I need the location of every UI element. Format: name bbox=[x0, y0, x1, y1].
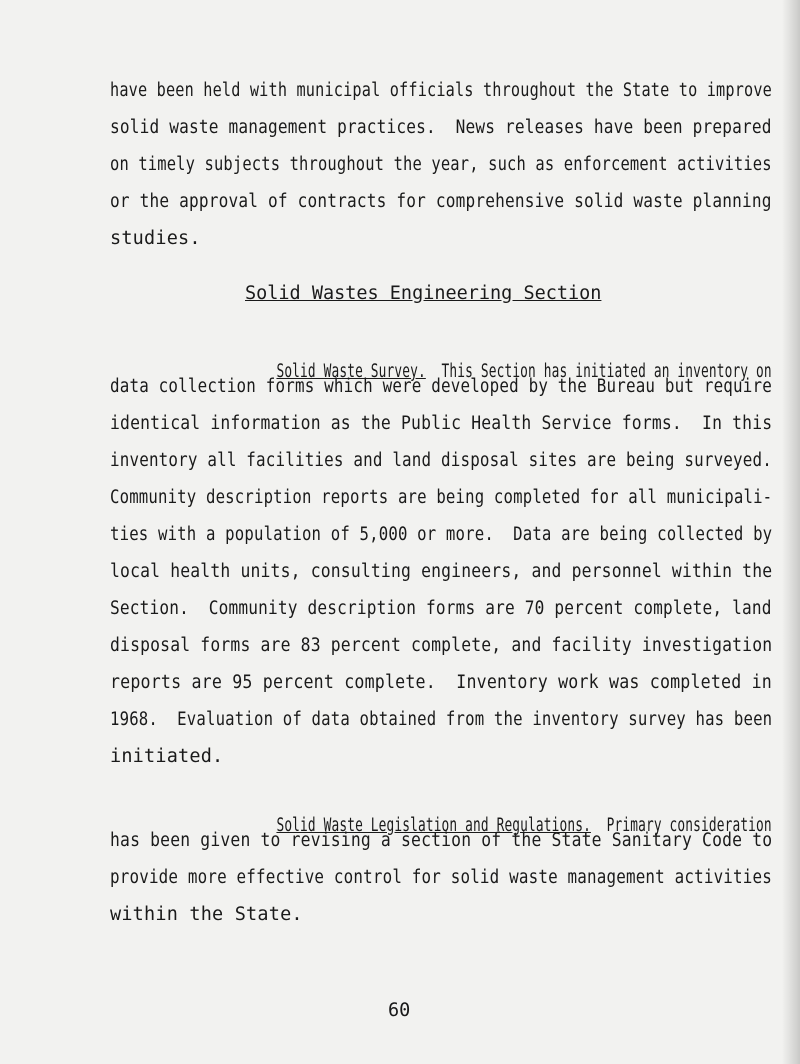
legislation-first-line-text: Primary consideration bbox=[590, 815, 772, 836]
scan-edge-shadow bbox=[782, 0, 800, 1064]
survey-line-1: data collection forms which were developed by the Bureau but require bbox=[110, 376, 772, 397]
survey-line-8: disposal forms are 83 percent complete, and facility investigation bbox=[110, 635, 773, 656]
survey-first-line-text: This Section has initiated an inventory on bbox=[425, 361, 772, 382]
legislation-heading: Solid Waste Legislation and Regulations. bbox=[276, 815, 591, 836]
legislation-line-2: provide more effective control for solid waste management activities bbox=[110, 867, 772, 888]
survey-line-2: identical information as the Public Health Service forms. In this bbox=[110, 413, 773, 434]
survey-line-9: reports are 95 percent complete. Inventory work was completed in bbox=[110, 672, 772, 693]
survey-heading: Solid Waste Survey. bbox=[276, 361, 426, 382]
intro-line-5: studies. bbox=[110, 228, 201, 249]
page-number: 60 bbox=[388, 1000, 411, 1021]
survey-line-4: Community description reports are being completed for all municipali- bbox=[110, 487, 773, 508]
survey-line-10: 1968. Evaluation of data obtained from the inventory survey has been bbox=[110, 709, 773, 730]
intro-line-1: have been held with municipal officials throughout the State to improve bbox=[110, 80, 772, 101]
survey-line-3: inventory all facilities and land disposal sites are being surveyed. bbox=[110, 450, 772, 471]
intro-line-4: or the approval of contracts for comprehensive solid waste planning bbox=[110, 191, 772, 212]
survey-line-7: Section. Community description forms are 70 percent complete, land bbox=[110, 598, 772, 619]
legislation-line-1: has been given to revising a section of the State Sanitary Code to bbox=[110, 830, 773, 851]
survey-line-6: local health units, consulting engineers, and personnel within the bbox=[110, 561, 773, 582]
section-heading: Solid Wastes Engineering Section bbox=[245, 283, 602, 304]
intro-line-3: on timely subjects throughout the year, such as enforcement activities bbox=[110, 154, 772, 175]
survey-line-5: ties with a population of 5,000 or more. Data are being collected by bbox=[110, 524, 773, 545]
survey-line-11: initiated. bbox=[110, 746, 224, 767]
intro-line-2: solid waste management practices. News releases have been prepared bbox=[110, 117, 772, 138]
legislation-line-3: within the State. bbox=[110, 904, 303, 925]
